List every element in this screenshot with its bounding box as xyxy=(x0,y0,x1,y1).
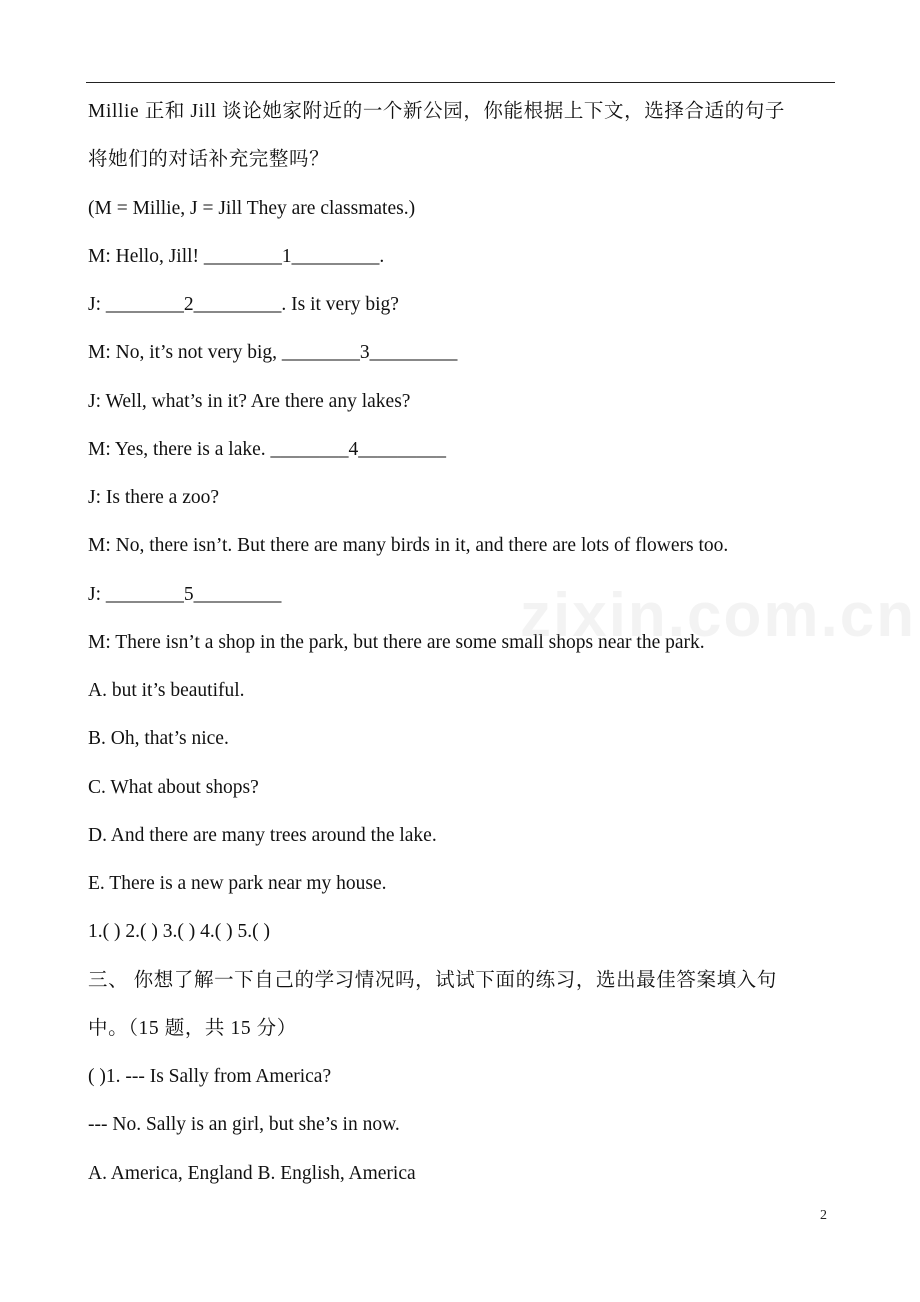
option-d: D. And there are many trees around the lake. xyxy=(88,824,437,846)
speaker-note: (M = Millie, J = Jill They are classmates.) xyxy=(88,197,416,219)
document-body xyxy=(88,92,838,1202)
dialogue-line-5: M: Yes, there is a lake. ________4_________ xyxy=(88,438,447,460)
dialogue-line-7: M: No, there isn’t. But there are many birds in it, and there are lots of flowers too. xyxy=(88,535,729,557)
dialogue-line-4: J: Well, what’s in it? Are there any lakes? xyxy=(88,390,411,412)
option-e: E. There is a new park near my house. xyxy=(88,873,387,894)
section-three-heading-2: 中。（15 题，共 15 分） xyxy=(88,1017,297,1039)
dialogue-line-2: J: ________2_________. Is it very big? xyxy=(88,294,399,315)
option-a: A. but it’s beautiful. xyxy=(88,680,245,701)
page-number: 2 xyxy=(820,1208,827,1223)
question-1-answer-line: --- No. Sally is an girl, but she’s in now. xyxy=(88,1114,400,1136)
option-b: B. Oh, that’s nice. xyxy=(88,728,229,750)
dialogue-line-6: J: Is there a zoo? xyxy=(88,487,220,508)
dialogue-line-8: J: ________5_________ xyxy=(88,583,282,605)
answer-blanks: 1.( ) 2.( ) 3.( ) 4.( ) 5.( ) xyxy=(88,921,270,943)
instruction-line-1: Millie 正和 Jill 谈论她家附近的一个新公园，你能根据上下文，选择合适的句子 xyxy=(88,101,785,122)
dialogue-line-3: M: No, it’s not very big, ________3_________ xyxy=(88,342,458,364)
instruction-line-2: 将她们的对话补充完整吗？ xyxy=(88,149,330,171)
question-1-options: A. America, England B. English, America xyxy=(88,1162,416,1184)
option-c: C. What about shops? xyxy=(88,776,259,798)
header-rule xyxy=(86,82,835,83)
dialogue-line-9: M: There isn’t a shop in the park, but there are some small shops near the park. xyxy=(88,631,705,653)
watermark: zixin.com.cn xyxy=(520,581,917,650)
dialogue-line-1: M: Hello, Jill! ________1_________. xyxy=(88,245,385,267)
section-three-heading-1: 三、 你想了解一下自己的学习情况吗，试试下面的练习，选出最佳答案填入句 xyxy=(88,969,777,991)
question-1: ( )1. --- Is Sally from America? xyxy=(88,1066,332,1087)
